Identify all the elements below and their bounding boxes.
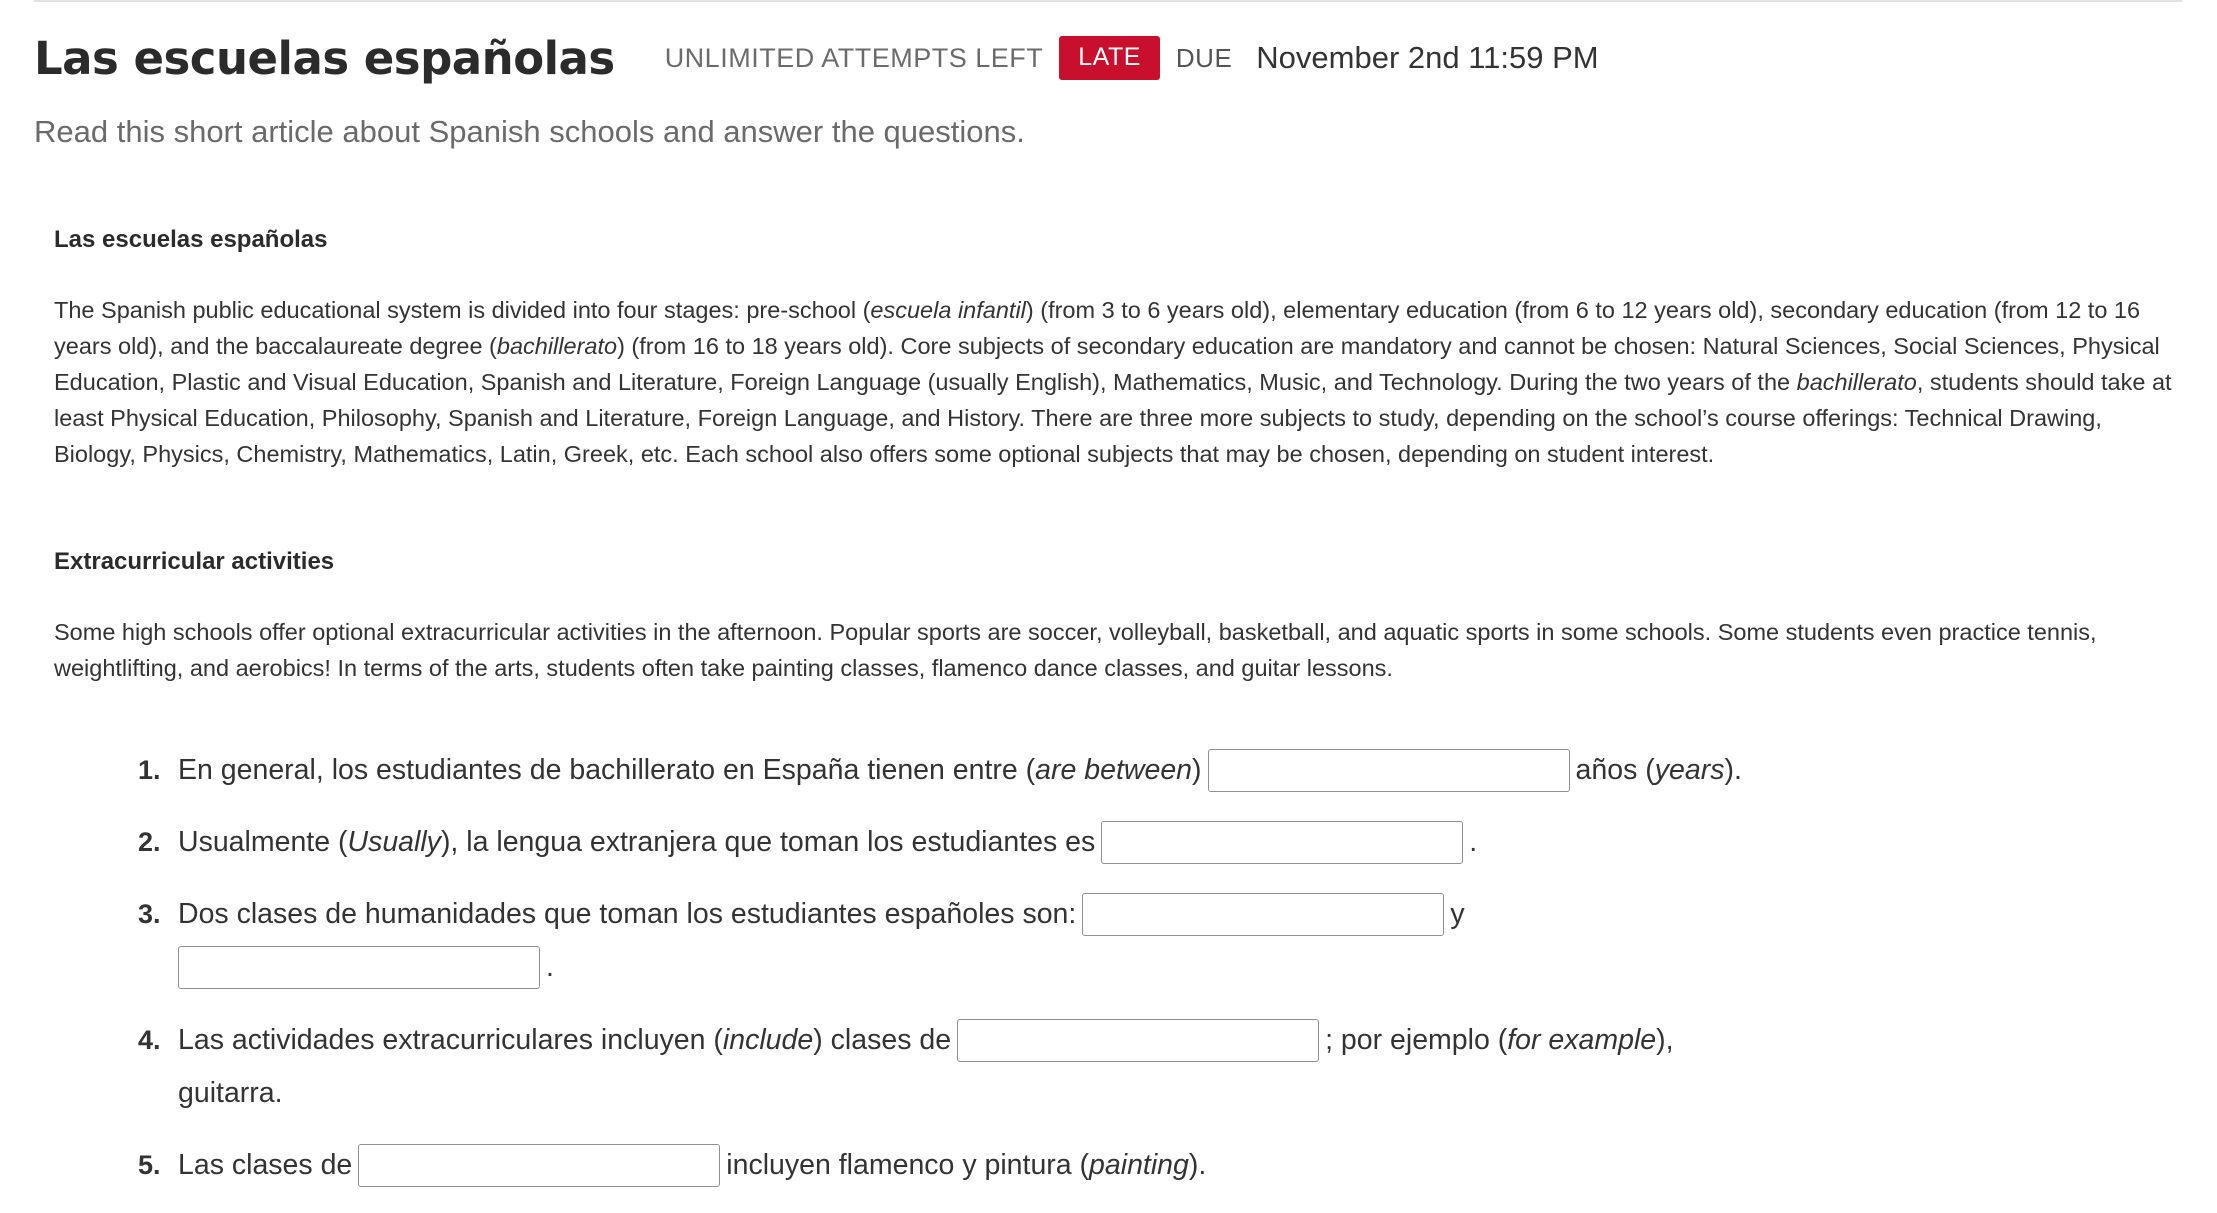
- p1-term-bachillerato-2: bachillerato: [1796, 369, 1917, 395]
- question-4-answer-input[interactable]: [957, 1019, 1319, 1062]
- question-2: [178, 820, 1477, 864]
- question-4: [178, 1018, 1674, 1062]
- question-4-text-mid: ) clases de: [813, 1023, 952, 1056]
- due-label: DUE: [1175, 42, 1233, 73]
- question-4-text-end: ),: [1656, 1023, 1674, 1056]
- question-4-hint: include: [722, 1023, 814, 1056]
- p1-term-escuela-infantil: escuela infantil: [870, 297, 1026, 323]
- question-4-line-2: [178, 1071, 283, 1115]
- late-badge: LATE: [1059, 36, 1160, 80]
- due-date: November 2nd 11:59 PM: [1256, 40, 1599, 75]
- p1-text-2: ) (from 3 to 6 years old), elementary education (from 6 to 12 years old), secondary education (from 12 to 16 years old), and the baccalaureate degree (: [54, 297, 2141, 359]
- assignment-title: Las escuelas españolas: [34, 31, 615, 85]
- section-title-extracurricular: Extracurricular activities: [54, 548, 335, 575]
- question-1-answer-input[interactable]: [1208, 749, 1570, 792]
- question-4-hint-example: for example: [1507, 1023, 1657, 1056]
- p1-text-4: , students should take at least Physical Education, Philosophy, Spanish and Literature, Foreign Language, and History. There are three more subjects to study, depending on the school’s course offerings: Technical Drawing, Biology, Physics, Chemistry, Mathematics, Latin, Greek, etc. Each school also offers some optional subjects that may be chosen, depending on student interest.: [54, 369, 2172, 467]
- section-title-schools: Las escuelas españolas: [54, 226, 328, 253]
- question-5-text-end: ).: [1188, 1148, 1207, 1181]
- question-4-text-after: ; por ejemplo (: [1325, 1023, 1508, 1056]
- question-5-hint: painting: [1089, 1148, 1189, 1181]
- question-number-1: 1.: [138, 754, 161, 785]
- question-1-hint: are between: [1035, 753, 1193, 786]
- question-2-text: Usualmente (: [178, 825, 348, 858]
- p1-text-3: ) (from 16 to 18 years old). Core subjects of secondary education are mandatory and cannot be chosen: Natural Sciences, Social Sciences, Physical Education, Plastic and Visual Education, Spanish and Literature, Foreign Language (usually English), Mathematics, Music, and Technology. During the two years of the: [54, 333, 2160, 395]
- question-number-2: 2.: [138, 826, 161, 857]
- question-4-text: Las actividades extracurriculares incluyen (: [178, 1023, 723, 1056]
- question-2-answer-input[interactable]: [1101, 821, 1463, 864]
- question-5: [178, 1143, 1206, 1187]
- question-number-3: 3.: [138, 898, 161, 929]
- question-1-text-end: ).: [1724, 753, 1742, 786]
- article-paragraph-extracurricular: Some high schools offer optional extracurricular activities in the afternoon. Popular sports are soccer, volleyball, basketball, and aquatic sports in some schools. Some students even practice tennis, weightlifting, and aerobics! In terms of the arts, students often take painting classes, flamenco dance classes, and guitar lessons.: [54, 619, 2097, 681]
- p1-term-bachillerato: bachillerato: [496, 333, 618, 359]
- question-1-text-mid: ): [1192, 753, 1202, 786]
- p1-text-1: The Spanish public educational system is divided into four stages: pre-school (: [54, 297, 871, 323]
- attempts-remaining: UNLIMITED ATTEMPTS LEFT: [664, 42, 1044, 73]
- question-3-text-end: .: [546, 950, 554, 983]
- question-number-4: 4.: [138, 1024, 161, 1055]
- question-number-5: 5.: [138, 1149, 161, 1180]
- question-5-text: Las clases de: [178, 1148, 353, 1181]
- question-5-answer-input[interactable]: [358, 1144, 720, 1187]
- question-3-conjunction: y: [1450, 897, 1465, 930]
- question-3: [178, 892, 1465, 936]
- article-paragraph-schools: [54, 292, 2174, 472]
- question-1-hint-years: years: [1654, 753, 1725, 786]
- question-3-line-2: [178, 945, 554, 989]
- question-1-text-after: años (: [1575, 753, 1655, 786]
- question-2-text-end: .: [1469, 825, 1478, 858]
- question-5-text-after: incluyen flamenco y pintura (: [726, 1148, 1090, 1181]
- question-1: [178, 748, 1742, 792]
- instructions: Read this short article about Spanish schools and answer the questions.: [34, 114, 1025, 149]
- question-2-text-mid: ), la lengua extranjera que toman los estudiantes es: [440, 825, 1096, 858]
- question-3-text: Dos clases de humanidades que toman los estudiantes españoles son:: [178, 897, 1077, 930]
- question-1-text: En general, los estudiantes de bachillerato en España tienen entre (: [178, 753, 1036, 786]
- question-4-line-2-text: guitarra.: [178, 1076, 283, 1109]
- question-3-answer-input-1[interactable]: [1082, 893, 1444, 936]
- question-3-answer-input-2[interactable]: [178, 946, 540, 989]
- top-divider: [34, 0, 2182, 2]
- question-2-hint: Usually: [347, 825, 441, 858]
- assignment-header: [34, 28, 1599, 88]
